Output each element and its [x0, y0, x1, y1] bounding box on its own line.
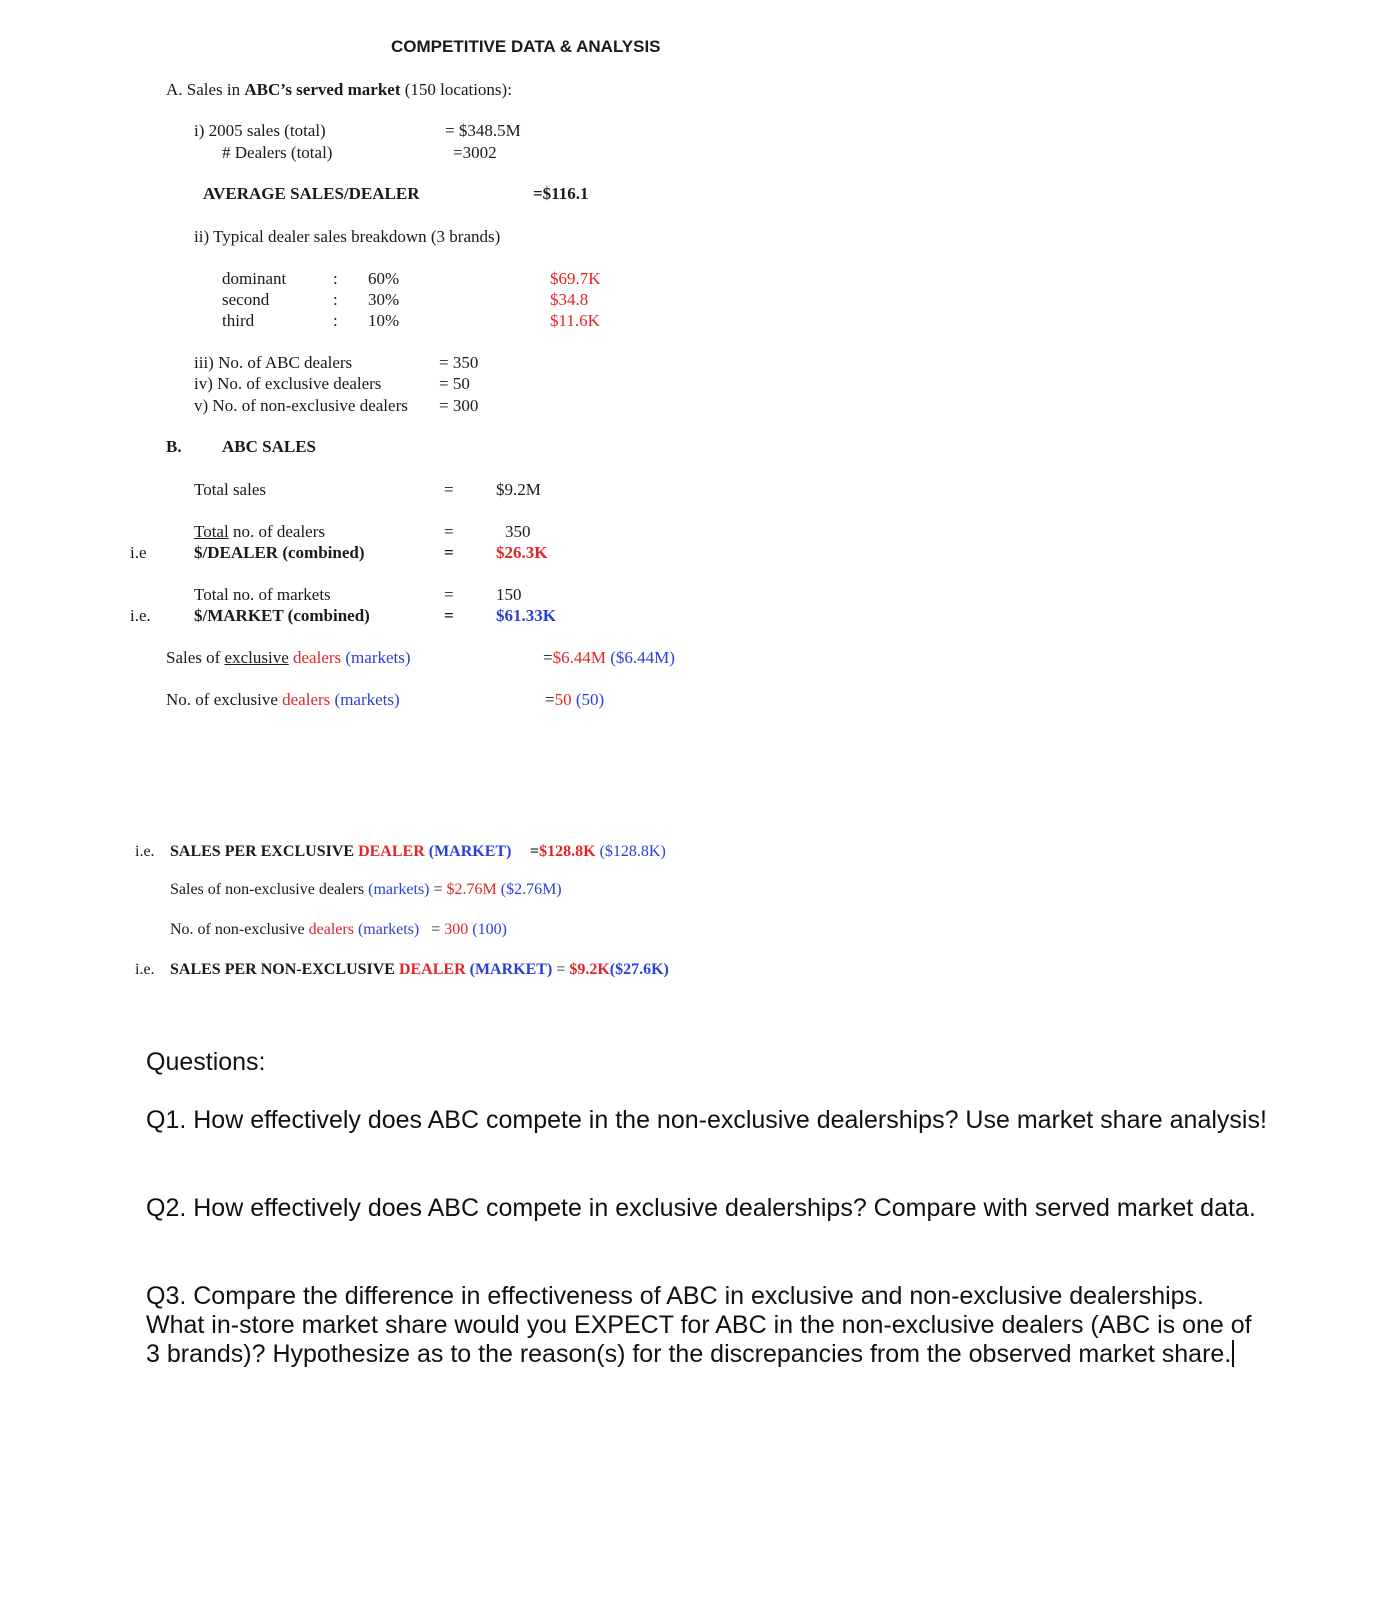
- section-a-heading-bold: ABC’s served market: [244, 80, 401, 99]
- non-exclusive-sales-eq: =: [429, 881, 447, 898]
- exclusive-sales-prefix: Sales of: [166, 648, 225, 667]
- per-market-value: $61.33K: [496, 606, 556, 625]
- exclusive-dealers-value: = 50: [439, 374, 470, 393]
- breakdown-brand-second: second: [222, 290, 270, 309]
- equals-sign: =: [444, 606, 454, 625]
- non-exclusive-dealers-value: = 300: [439, 396, 479, 415]
- sales-per-non-exclusive-line: [170, 960, 669, 980]
- equals-sign: =: [444, 543, 454, 562]
- exclusive-count-blue: (50): [575, 690, 605, 709]
- market-word: (MARKET): [469, 961, 553, 978]
- exclusive-count-prefix: No. of exclusive: [166, 690, 283, 709]
- breakdown-pct-second: 30%: [368, 290, 400, 309]
- exclusive-dealers-label: iv) No. of exclusive dealers: [194, 374, 382, 393]
- sales-2005-label: i) 2005 sales (total): [194, 121, 326, 140]
- exclusive-sales-red: $6.44M: [552, 648, 606, 667]
- sales-per-non-exclusive-blue: ($27.6K): [609, 961, 669, 978]
- per-dealer-value: $26.3K: [496, 543, 548, 562]
- page-title: COMPETITIVE DATA & ANALYSIS: [391, 37, 661, 56]
- total-dealers-value: 350: [505, 522, 531, 541]
- ie-marker: i.e.: [130, 606, 151, 625]
- dealer-word: DEALER: [398, 961, 466, 978]
- non-exclusive-sales-line: [170, 880, 562, 900]
- sales-per-exclusive-label: [170, 842, 511, 862]
- sales-per-non-exclusive-prefix: SALES PER NON-EXCLUSIVE: [170, 961, 399, 978]
- non-exclusive-count-line: [170, 920, 507, 940]
- section-a-heading-suffix: (150 locations):: [400, 80, 512, 99]
- abc-dealers-label: iii) No. of ABC dealers: [194, 353, 353, 372]
- average-sales-label: AVERAGE SALES/DEALER: [203, 184, 420, 203]
- abc-dealers-value: = 350: [439, 353, 479, 372]
- breakdown-value-second: $34.8: [550, 290, 589, 309]
- markets-word: (markets): [357, 921, 420, 938]
- total-underlined: Total: [194, 522, 229, 541]
- breakdown-pct-dominant: 60%: [368, 269, 400, 288]
- section-b-letter: B.: [166, 437, 182, 456]
- text-cursor: [1232, 1340, 1234, 1367]
- breakdown-value-third: $11.6K: [550, 311, 600, 330]
- equals-sign: =: [444, 480, 454, 499]
- section-a-heading: [166, 80, 512, 100]
- exclusive-word: exclusive: [224, 648, 289, 667]
- total-markets-value: 150: [496, 585, 522, 604]
- dealer-word: DEALER: [358, 843, 425, 860]
- breakdown-heading: ii) Typical dealer sales breakdown (3 brands): [194, 227, 501, 246]
- non-exclusive-sales-red: $2.76M: [446, 881, 497, 898]
- non-exclusive-count-red: 300: [444, 921, 469, 938]
- breakdown-sep: :: [333, 269, 338, 288]
- total-dealers-rest: no. of dealers: [228, 522, 326, 541]
- questions-heading: Questions:: [146, 1048, 266, 1076]
- exclusive-sales-eq: =: [543, 648, 553, 667]
- exclusive-sales-value: [543, 648, 675, 668]
- breakdown-sep: :: [333, 311, 338, 330]
- non-exclusive-sales-prefix: Sales of non-exclusive dealers: [170, 881, 369, 898]
- ie-marker: i.e: [130, 543, 147, 562]
- total-sales-label: Total sales: [194, 480, 266, 499]
- exclusive-sales-label: [166, 648, 411, 668]
- market-word: (MARKET): [428, 843, 512, 860]
- equals-sign: =: [444, 522, 454, 541]
- exclusive-sales-blue: ($6.44M): [610, 648, 675, 667]
- non-exclusive-count-blue: (100): [472, 921, 507, 938]
- ie-marker: i.e.: [135, 843, 155, 860]
- dealers-word: dealers: [308, 921, 354, 938]
- breakdown-brand-third: third: [222, 311, 255, 330]
- average-sales-value: =$116.1: [533, 184, 589, 203]
- dealers-word: dealers: [293, 648, 342, 667]
- dealers-total-label: # Dealers (total): [222, 143, 333, 162]
- total-markets-label: Total no. of markets: [194, 585, 331, 604]
- exclusive-count-value: [545, 690, 604, 710]
- non-exclusive-dealers-label: v) No. of non-exclusive dealers: [194, 396, 408, 415]
- markets-word: (markets): [345, 648, 411, 667]
- section-a-heading-prefix: A. Sales in: [166, 80, 245, 99]
- sales-2005-value: = $348.5M: [445, 121, 521, 140]
- per-dealer-label: $/DEALER (combined): [194, 543, 365, 562]
- sales-per-exclusive-red: $128.8K: [539, 843, 596, 860]
- total-dealers-label: [194, 522, 325, 542]
- sales-per-non-exclusive-red: $9.2K: [569, 961, 610, 978]
- exclusive-count-red: 50: [554, 690, 572, 709]
- breakdown-pct-third: 10%: [368, 311, 400, 330]
- section-b-heading: ABC SALES: [222, 437, 317, 456]
- question-3-text: Q3. Compare the difference in effectiveness of ABC in exclusive and non-exclusive dealerships. What in-store market share would you EXPECT for ABC in the non-exclusive dealers (ABC is one of 3 brands)? Hypothesize as to the reason(s) for the discrepancies from the observed market share.: [146, 1282, 1252, 1368]
- per-market-label: $/MARKET (combined): [194, 606, 370, 625]
- markets-word: (markets): [334, 690, 400, 709]
- question-3[interactable]: [146, 1282, 1266, 1369]
- dealers-total-value: =3002: [453, 143, 497, 162]
- question-2: Q2. How effectively does ABC compete in exclusive dealerships? Compare with served market data.: [146, 1194, 1256, 1222]
- equals-sign: =: [444, 585, 454, 604]
- sales-per-exclusive-blue: ($128.8K): [599, 843, 666, 860]
- non-exclusive-count-prefix: No. of non-exclusive: [170, 921, 309, 938]
- question-1: Q1. How effectively does ABC compete in the non-exclusive dealerships? Use market share analysis!: [146, 1106, 1267, 1134]
- breakdown-brand-dominant: dominant: [222, 269, 287, 288]
- total-sales-value: $9.2M: [496, 480, 541, 499]
- breakdown-sep: :: [333, 290, 338, 309]
- sales-per-exclusive-value: [530, 842, 666, 862]
- non-exclusive-sales-blue: ($2.76M): [500, 881, 562, 898]
- exclusive-count-label: [166, 690, 400, 710]
- exclusive-count-eq: =: [545, 690, 555, 709]
- dealers-word: dealers: [282, 690, 331, 709]
- sales-per-non-exclusive-eq: =: [552, 961, 570, 978]
- non-exclusive-count-eq: =: [431, 921, 441, 938]
- breakdown-value-dominant: $69.7K: [550, 269, 601, 288]
- sales-per-exclusive-prefix: SALES PER EXCLUSIVE: [170, 843, 359, 860]
- markets-word: (markets): [368, 881, 430, 898]
- sales-per-exclusive-eq: =: [530, 843, 540, 860]
- ie-marker: i.e.: [135, 961, 155, 978]
